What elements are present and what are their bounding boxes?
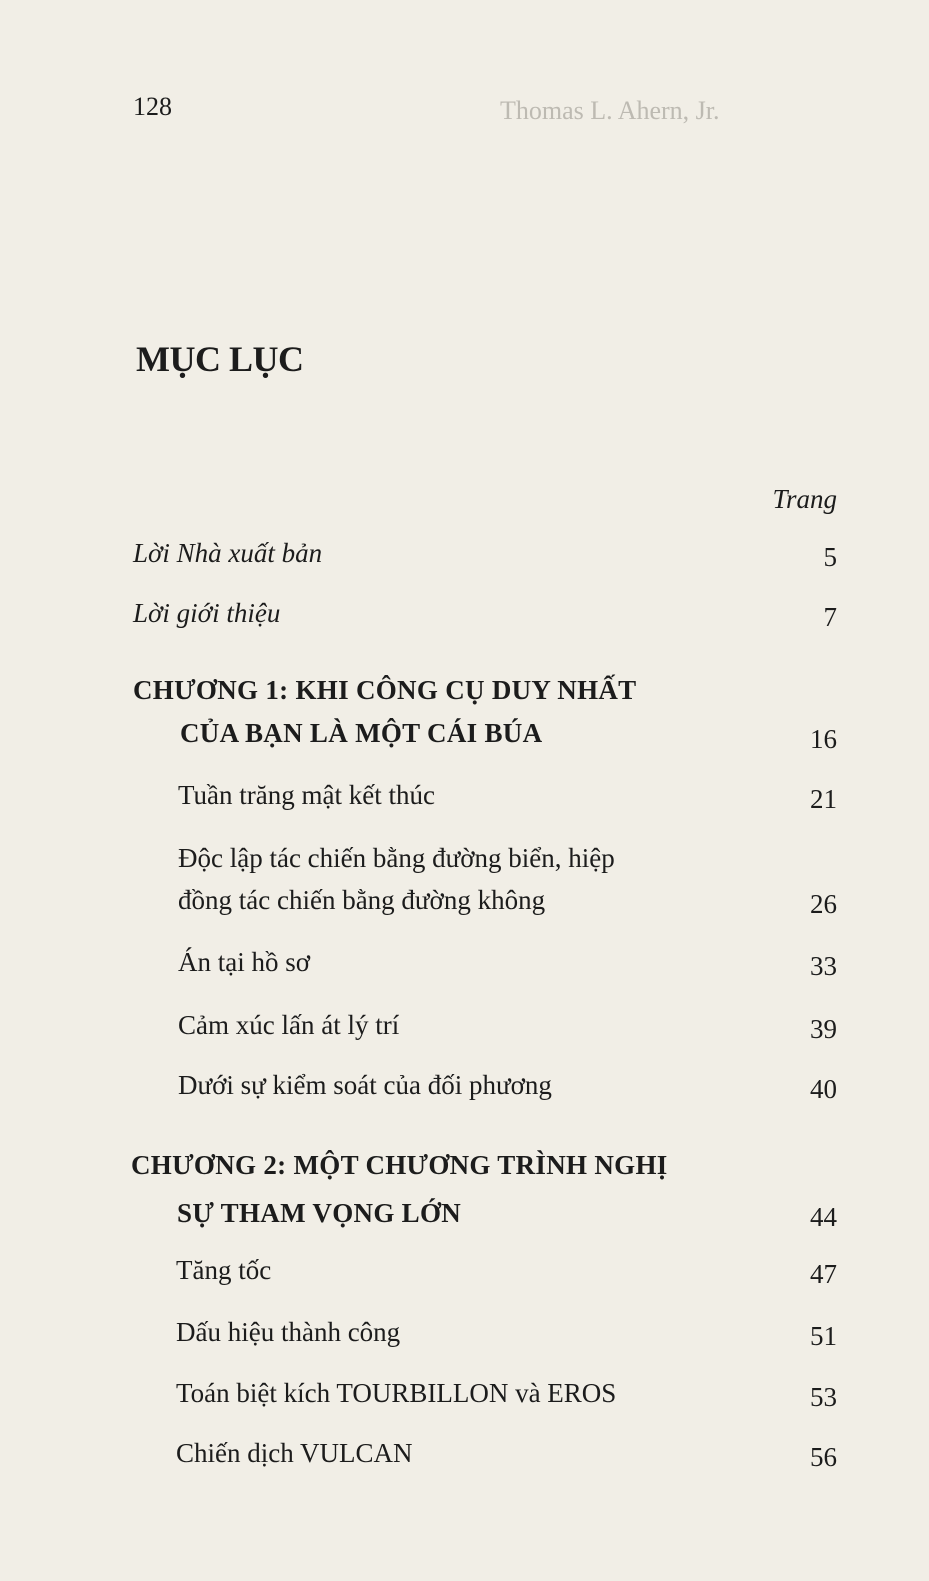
chapter-page: 16	[810, 724, 837, 754]
section-label: Tuần trăng mật kết thúc	[178, 780, 435, 810]
toc-entry-label: Lời giới thiệu	[133, 598, 281, 628]
section-page: 51	[810, 1321, 837, 1351]
chapter-title-line2: CỦA BẠN LÀ MỘT CÁI BÚA	[180, 718, 543, 748]
section-label: Án tại hồ sơ	[178, 947, 311, 977]
section-page: 56	[810, 1442, 837, 1472]
section-page: 47	[810, 1259, 837, 1289]
section-page: 33	[810, 951, 837, 981]
section-label-line1: Độc lập tác chiến bằng đường biển, hiệp	[178, 843, 615, 873]
page-number: 128	[133, 92, 172, 121]
section-page: 26	[810, 889, 837, 919]
section-label: Dưới sự kiểm soát của đối phương	[178, 1070, 552, 1100]
page-column-label: Trang	[772, 484, 837, 514]
toc-title: MỤC LỤC	[136, 339, 304, 379]
section-page: 40	[810, 1074, 837, 1104]
section-label-line2: đồng tác chiến bằng đường không	[178, 885, 546, 915]
toc-entry-label: Lời Nhà xuất bản	[133, 538, 323, 568]
section-page: 21	[810, 784, 837, 814]
chapter-title-line1: CHƯƠNG 2: MỘT CHƯƠNG TRÌNH NGHỊ	[131, 1150, 668, 1180]
section-label: Tăng tốc	[176, 1255, 272, 1285]
toc-entry-page: 5	[823, 542, 837, 572]
section-page: 39	[810, 1014, 837, 1044]
chapter-title-line2: SỰ THAM VỌNG LỚN	[177, 1198, 462, 1228]
section-label: Cảm xúc lấn át lý trí	[178, 1010, 400, 1040]
chapter-page: 44	[810, 1202, 837, 1232]
section-label: Chiến dịch VULCAN	[176, 1438, 413, 1468]
running-title-ghost: Thomas L. Ahern, Jr.	[500, 96, 720, 125]
chapter-title-line1: CHƯƠNG 1: KHI CÔNG CỤ DUY NHẤT	[133, 675, 637, 705]
toc-entry-page: 7	[823, 602, 837, 632]
section-page: 53	[810, 1382, 837, 1412]
section-label: Dấu hiệu thành công	[176, 1317, 401, 1347]
section-label: Toán biệt kích TOURBILLON và EROS	[176, 1378, 617, 1408]
